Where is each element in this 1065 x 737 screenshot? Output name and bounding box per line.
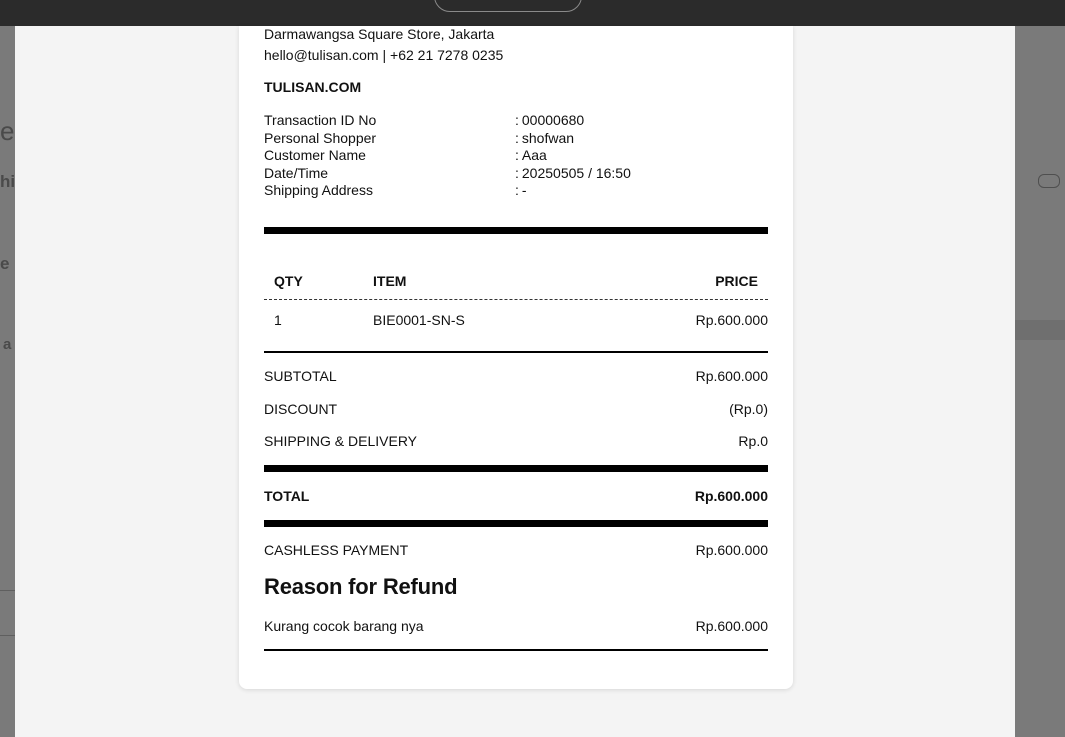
shipping-value: Rp.0 <box>738 433 768 449</box>
divider-thick <box>264 227 768 234</box>
info-label: Shipping Address <box>264 182 373 198</box>
info-value-wrap: : shofwan <box>515 129 575 146</box>
info-value: Aaa <box>521 147 547 163</box>
col-header-qty: QTY <box>274 273 303 289</box>
info-value: 00000680 <box>521 112 585 128</box>
discount-label: DISCOUNT <box>264 401 338 417</box>
shipping-label: SHIPPING & DELIVERY <box>264 433 418 449</box>
subtotal-row <box>264 368 768 386</box>
row-item: BIE0001-SN-S <box>373 312 465 328</box>
discount-value: (Rp.0) <box>729 401 768 417</box>
info-label: Date/Time <box>264 164 329 181</box>
info-label: Customer Name <box>264 147 366 163</box>
info-label: Personal Shopper <box>264 129 377 146</box>
info-value: shofwan <box>521 129 575 146</box>
store-brand: TULISAN.COM <box>264 79 362 95</box>
backdrop-right-strip <box>1015 26 1065 737</box>
info-value-wrap: : 20250505 / 16:50 <box>515 164 631 181</box>
ghost-text: e <box>0 254 10 273</box>
info-value: - <box>521 182 527 198</box>
divider-dashed <box>264 299 768 300</box>
payment-value: Rp.600.000 <box>695 542 768 558</box>
divider-thick <box>264 520 768 527</box>
payment-row <box>264 542 768 560</box>
backdrop-band <box>1015 320 1065 340</box>
attachment-icon <box>1038 174 1060 188</box>
discount-row <box>264 401 768 419</box>
total-value: Rp.600.000 <box>694 488 768 504</box>
shipping-row <box>264 433 768 451</box>
col-header-price: PRICE <box>715 273 758 289</box>
col-header-item: ITEM <box>373 273 407 289</box>
ghost-text: a <box>3 336 12 353</box>
divider-thin <box>264 649 768 651</box>
row-price: Rp.600.000 <box>695 312 768 328</box>
info-value: 20250505 / 16:50 <box>521 164 631 181</box>
total-label: TOTAL <box>264 488 310 504</box>
info-label: Transaction ID No <box>264 112 377 128</box>
subtotal-value: Rp.600.000 <box>695 368 768 384</box>
divider-thick <box>264 465 768 472</box>
receipt-modal <box>15 26 1015 737</box>
top-pill-button[interactable] <box>434 0 582 12</box>
divider-thin <box>264 351 768 353</box>
refund-amount: Rp.600.000 <box>695 618 768 634</box>
backdrop-divider <box>0 590 15 636</box>
refund-reason: Kurang cocok barang nya <box>264 618 424 634</box>
info-value-wrap: : 00000680 <box>515 112 585 128</box>
ghost-text: e <box>0 116 15 146</box>
payment-label: CASHLESS PAYMENT <box>264 542 409 558</box>
backdrop-left-strip <box>0 26 15 737</box>
refund-title: Reason for Refund <box>264 574 458 599</box>
store-address: Darmawangsa Square Store, Jakarta <box>264 26 495 42</box>
subtotal-label: SUBTOTAL <box>264 368 337 384</box>
store-contact: hello@tulisan.com | +62 21 7278 0235 <box>264 47 504 63</box>
ghost-text: hi <box>0 172 16 191</box>
receipt <box>239 26 793 689</box>
info-value-wrap: : - <box>515 182 527 198</box>
top-bar <box>0 0 1065 26</box>
info-value-wrap: : Aaa <box>515 147 547 163</box>
row-qty: 1 <box>274 312 282 328</box>
refund-row <box>264 618 768 636</box>
total-row <box>264 488 768 506</box>
